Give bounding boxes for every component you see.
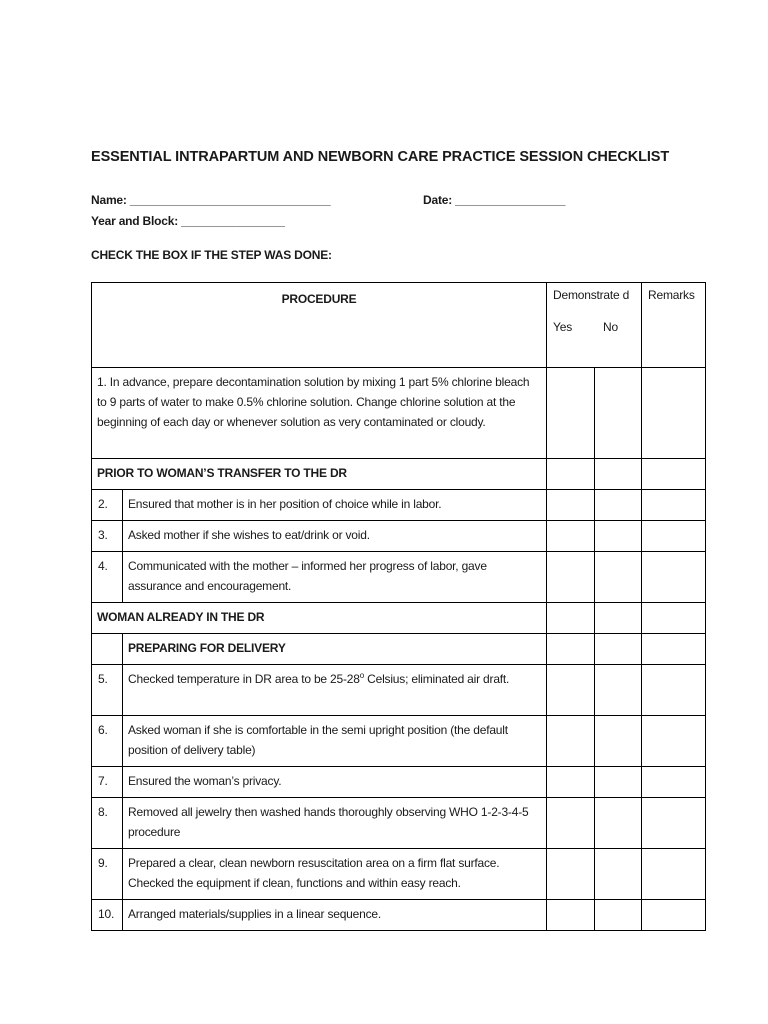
demonstrated-header bbox=[547, 283, 642, 368]
step-number: 5. bbox=[98, 672, 108, 686]
degree-symbol: o bbox=[359, 671, 364, 680]
remarks-cell[interactable] bbox=[642, 603, 706, 634]
step-10-text: Arranged materials/supplies in a linear sequence. bbox=[128, 907, 382, 921]
step-2-text: Ensured that mother is in her position of choice while in labor. bbox=[128, 497, 442, 511]
table-row bbox=[92, 798, 706, 849]
remarks-header: Remarks bbox=[642, 283, 706, 368]
remarks-cell[interactable] bbox=[642, 490, 706, 521]
step-3-text: Asked mother if she wishes to eat/drink or void. bbox=[128, 528, 370, 542]
no-checkbox[interactable] bbox=[595, 716, 642, 767]
table-row bbox=[92, 900, 706, 931]
no-header: No bbox=[603, 320, 618, 334]
table-row bbox=[92, 368, 706, 459]
step-7-text: Ensured the woman’s privacy. bbox=[128, 774, 282, 788]
no-checkbox[interactable] bbox=[595, 849, 642, 900]
yes-header: Yes bbox=[553, 320, 572, 334]
procedure-header: PROCEDURE bbox=[92, 283, 547, 368]
remarks-cell[interactable] bbox=[642, 634, 706, 665]
yes-checkbox[interactable] bbox=[547, 665, 595, 716]
remarks-cell[interactable] bbox=[642, 716, 706, 767]
yes-checkbox[interactable] bbox=[547, 521, 595, 552]
step-number: 6. bbox=[98, 723, 108, 737]
no-checkbox[interactable] bbox=[595, 552, 642, 603]
no-checkbox[interactable] bbox=[595, 634, 642, 665]
table-row bbox=[92, 552, 706, 603]
table-row bbox=[92, 665, 706, 716]
yes-checkbox[interactable] bbox=[547, 798, 595, 849]
yes-checkbox[interactable] bbox=[547, 459, 595, 490]
step-number: 2. bbox=[98, 497, 108, 511]
yes-checkbox[interactable] bbox=[547, 368, 595, 459]
demonstrated-label: Demonstrate d bbox=[553, 288, 630, 302]
step-number: 9. bbox=[98, 856, 108, 870]
remarks-cell[interactable] bbox=[642, 368, 706, 459]
yes-checkbox[interactable] bbox=[547, 490, 595, 521]
section-preparing-delivery: PREPARING FOR DELIVERY bbox=[128, 641, 286, 655]
yes-checkbox[interactable] bbox=[547, 767, 595, 798]
remarks-cell[interactable] bbox=[642, 798, 706, 849]
year-block-field[interactable]: Year and Block: ________________ bbox=[91, 214, 285, 228]
no-checkbox[interactable] bbox=[595, 368, 642, 459]
step-number: 8. bbox=[98, 805, 108, 819]
remarks-cell[interactable] bbox=[642, 900, 706, 931]
step-number: 3. bbox=[98, 528, 108, 542]
yes-checkbox[interactable] bbox=[547, 716, 595, 767]
yes-checkbox[interactable] bbox=[547, 603, 595, 634]
step-5-text: Checked temperature in DR area to be 25-28$^o$ Celsius; eliminated air draft. bbox=[128, 671, 510, 686]
remarks-cell[interactable] bbox=[642, 767, 706, 798]
document-title: ESSENTIAL INTRAPARTUM AND NEWBORN CARE PRACTICE SESSION CHECKLIST bbox=[91, 149, 670, 165]
table-row bbox=[92, 849, 706, 900]
step-number: 7. bbox=[98, 774, 108, 788]
step-1-text: 1. In advance, prepare decontamination solution by mixing 1 part 5% chlorine bleach to 9 parts of water to make 0.5% chlorine solution. Change chlorine solution at the beginning of each day or whenever solution as very contaminated or cloudy. bbox=[97, 375, 530, 429]
table-row bbox=[92, 767, 706, 798]
no-checkbox[interactable] bbox=[595, 459, 642, 490]
yes-checkbox[interactable] bbox=[547, 552, 595, 603]
no-checkbox[interactable] bbox=[595, 767, 642, 798]
remarks-cell[interactable] bbox=[642, 552, 706, 603]
yes-checkbox[interactable] bbox=[547, 849, 595, 900]
header-row bbox=[92, 283, 706, 368]
section-row bbox=[92, 634, 706, 665]
section-prior-transfer: PRIOR TO WOMAN’S TRANSFER TO THE DR bbox=[97, 466, 347, 480]
remarks-cell[interactable] bbox=[642, 849, 706, 900]
step-9-text: Prepared a clear, clean newborn resuscitation area on a firm flat surface. Checked the equipment if clean, functions and within easy reach. bbox=[128, 856, 500, 890]
date-field[interactable]: Date: _________________ bbox=[423, 193, 566, 207]
yes-checkbox[interactable] bbox=[547, 900, 595, 931]
table-row bbox=[92, 521, 706, 552]
step-8-text: Removed all jewelry then washed hands thoroughly observing WHO 1-2-3-4-5 procedure bbox=[128, 805, 529, 839]
table-row bbox=[92, 716, 706, 767]
remarks-cell[interactable] bbox=[642, 665, 706, 716]
table-row bbox=[92, 490, 706, 521]
checklist-table bbox=[91, 282, 706, 931]
section-woman-in-dr: WOMAN ALREADY IN THE DR bbox=[97, 610, 265, 624]
instruction-text: CHECK THE BOX IF THE STEP WAS DONE: bbox=[91, 248, 332, 262]
step-number: 4. bbox=[98, 559, 108, 573]
yes-checkbox[interactable] bbox=[547, 634, 595, 665]
no-checkbox[interactable] bbox=[595, 521, 642, 552]
no-checkbox[interactable] bbox=[595, 490, 642, 521]
no-checkbox[interactable] bbox=[595, 665, 642, 716]
name-field[interactable]: Name: _______________________________ bbox=[91, 193, 331, 207]
no-checkbox[interactable] bbox=[595, 603, 642, 634]
step-number: 10. bbox=[98, 907, 115, 921]
section-row bbox=[92, 603, 706, 634]
step-6-text: Asked woman if she is comfortable in the semi upright position (the default position of delivery table) bbox=[128, 723, 508, 757]
remarks-cell[interactable] bbox=[642, 459, 706, 490]
no-checkbox[interactable] bbox=[595, 900, 642, 931]
step-4-text: Communicated with the mother – informed her progress of labor, gave assurance and encouragement. bbox=[128, 559, 487, 593]
no-checkbox[interactable] bbox=[595, 798, 642, 849]
remarks-cell[interactable] bbox=[642, 521, 706, 552]
section-row bbox=[92, 459, 706, 490]
